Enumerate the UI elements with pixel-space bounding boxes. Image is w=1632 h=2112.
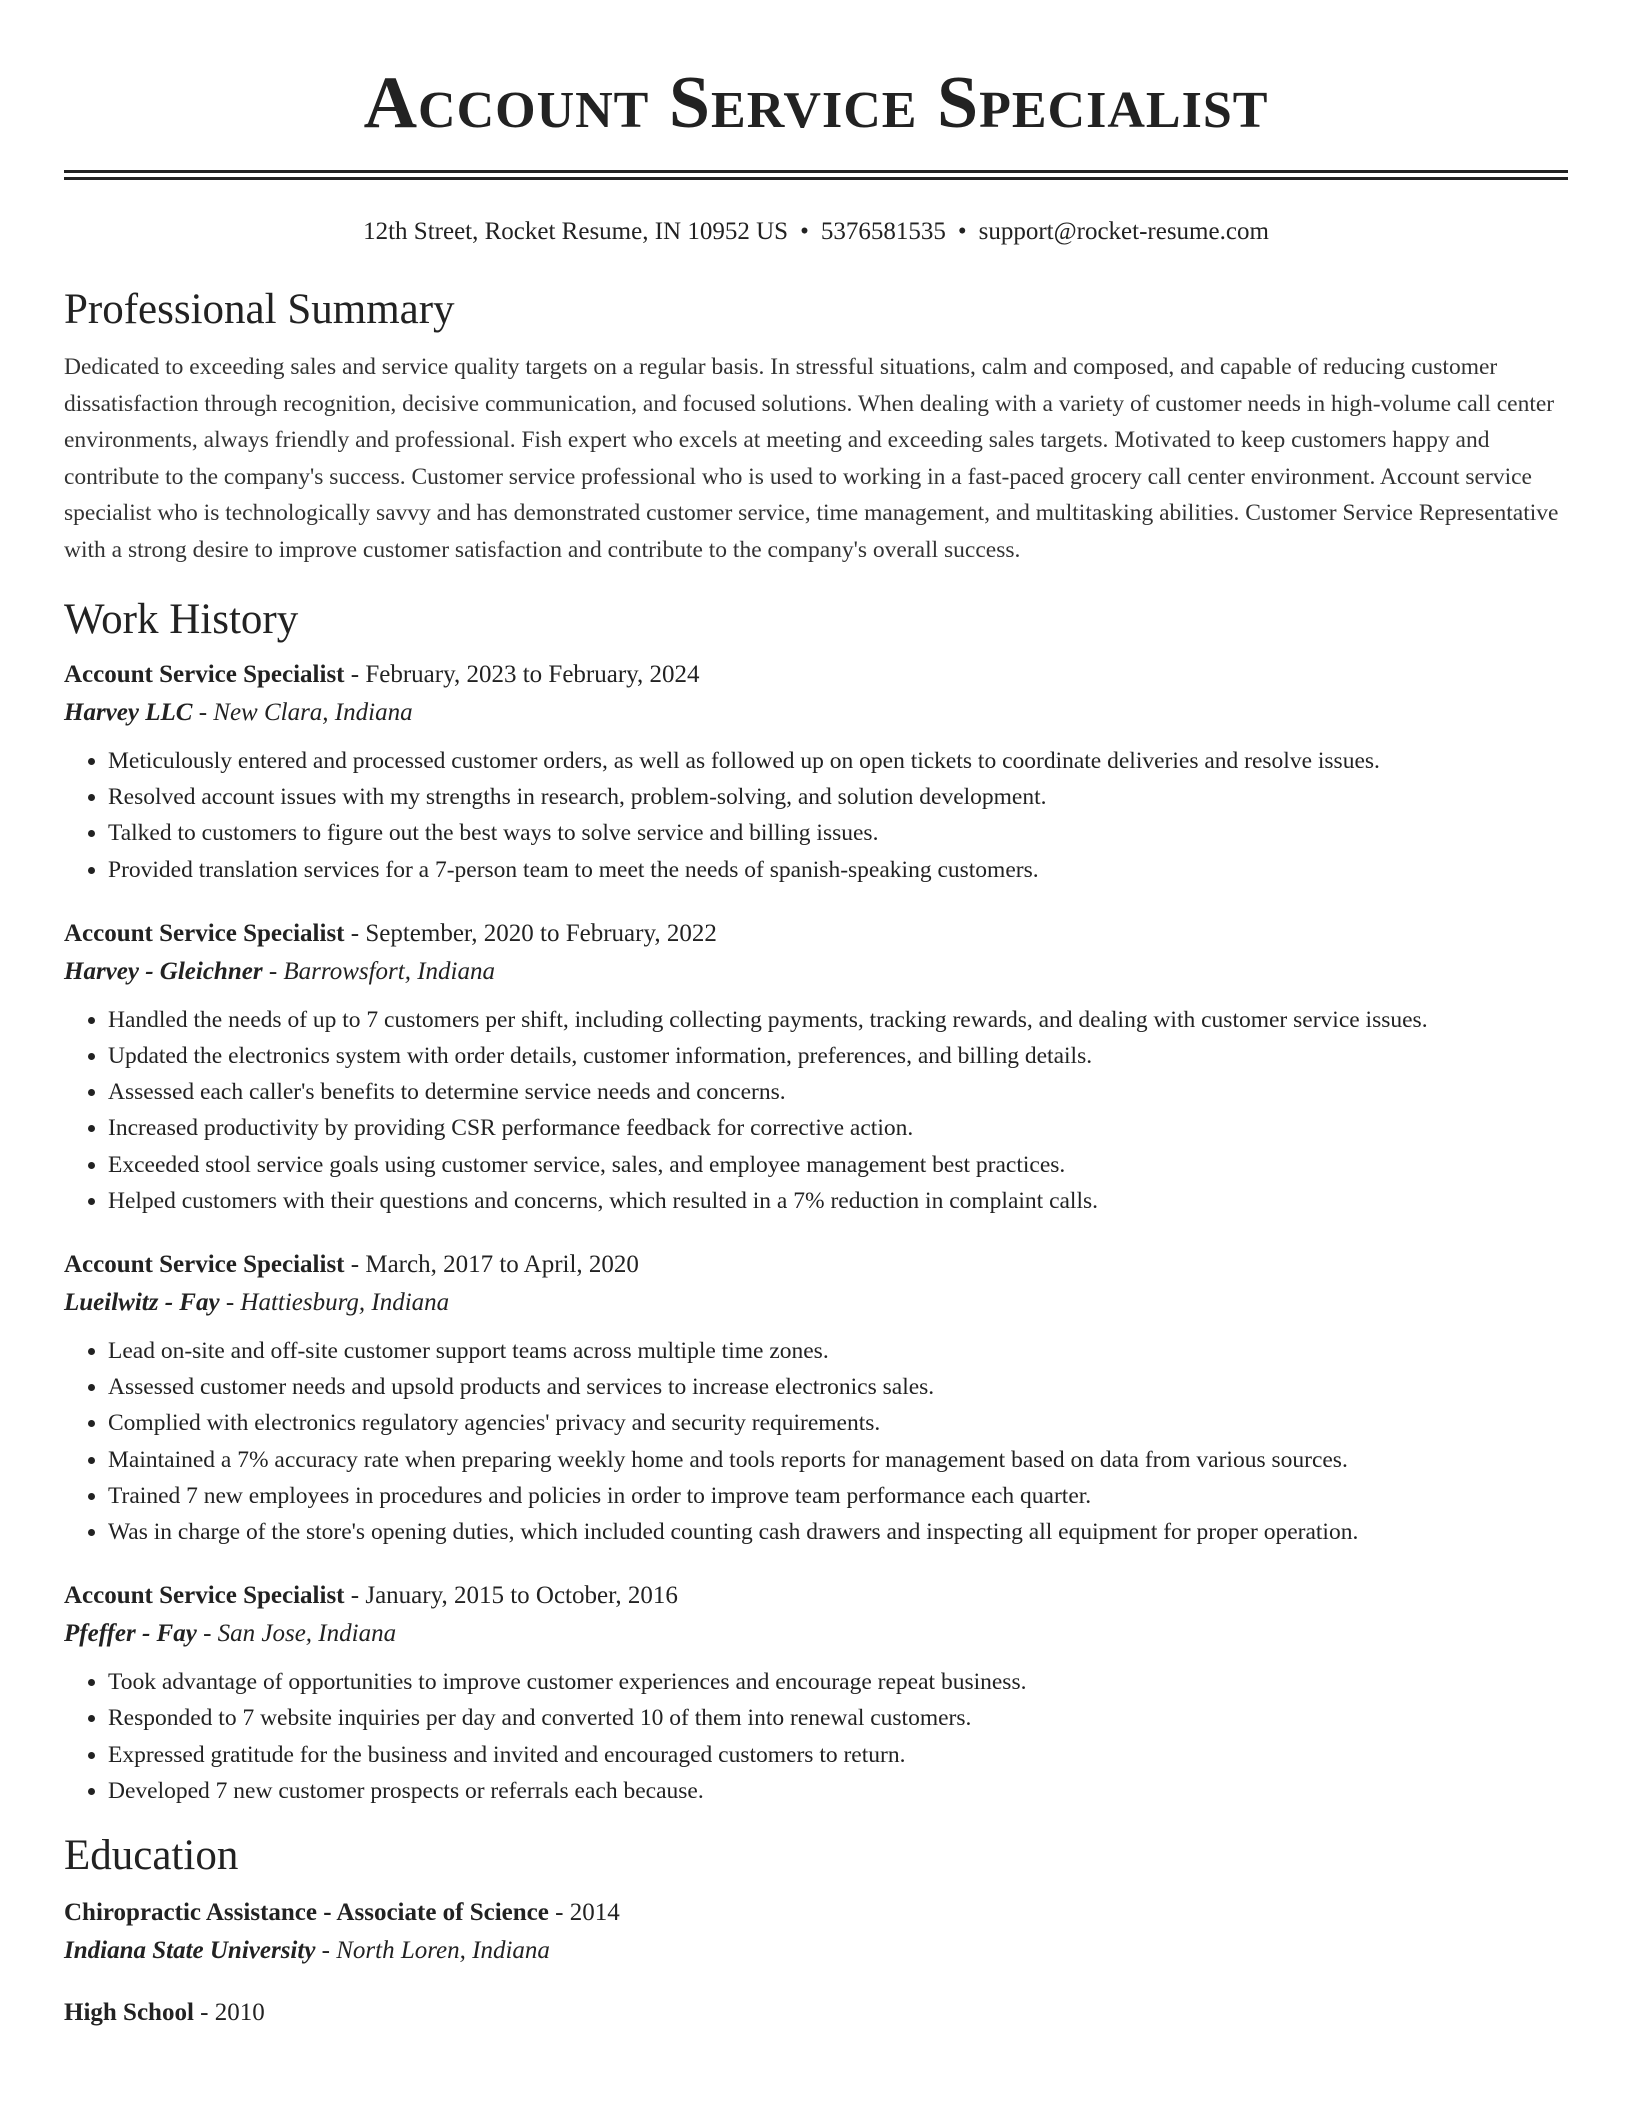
job-company: Harvey LLC — [64, 699, 193, 726]
job-bullet: • Helped customers with their questions and concerns, which resulted in a 7% reduction in complaint calls. — [108, 1183, 1568, 1219]
contact-phone: 5376581535 — [820, 218, 946, 245]
job-header — [64, 918, 1568, 950]
job-bullet: • Expressed gratitude for the business and invited and encouraged customers to return. — [108, 1737, 1568, 1773]
job-bullet: • Resolved account issues with my strengths in research, problem-solving, and solution development. — [108, 779, 1568, 815]
resume-title: Account Service Specialist — [363, 62, 1269, 144]
contact-email: support@rocket-resume.com — [978, 218, 1269, 245]
contact-separator: • — [957, 218, 967, 245]
job-dates: - March, 2017 to April, 2020 — [344, 1251, 639, 1279]
job-header — [64, 659, 1568, 691]
job-dates: - September, 2020 to February, 2022 — [344, 919, 717, 947]
job-bullet: • Was in charge of the store's opening duties, which included counting cash drawers and inspecting all equipment for proper operation. — [108, 1514, 1568, 1550]
job-entry — [64, 1249, 1568, 1550]
education-heading: Education — [64, 1832, 239, 1880]
job-bullet: • Complied with electronics regulatory agencies' privacy and security requirements. — [108, 1405, 1568, 1441]
education-year: - 2014 — [548, 1899, 620, 1927]
job-title: Account Service Specialist — [64, 1582, 345, 1610]
job-company: Pfeffer - Fay — [64, 1620, 197, 1648]
job-bullet: • Lead on-site and off-site customer support teams across multiple time zones. — [108, 1333, 1568, 1369]
job-header — [64, 1580, 1568, 1612]
education-entry — [64, 1997, 1568, 2029]
job-header — [64, 1249, 1568, 1281]
job-bullet: • Maintained a 7% accuracy rate when preparing weekly home and tools reports for management based on data from various sources. — [108, 1442, 1568, 1478]
job-bullet: • Talked to customers to figure out the best ways to solve service and billing issues. — [108, 815, 1568, 851]
education-degree: High School — [64, 1999, 194, 2027]
contact-address: 12th Street, Rocket Resume, IN 10952 US — [363, 218, 789, 245]
education-degree: Chiropractic Assistance - Associate of Science — [64, 1899, 549, 1927]
contact-separator: • — [800, 218, 809, 245]
job-location: - San Jose, Indiana — [196, 1620, 397, 1648]
job-bullet: • Handled the needs of up to 7 customers per shift, including collecting payments, tracking rewards, and dealing with customer service issues. — [108, 1002, 1568, 1038]
job-bullet-list — [64, 743, 1568, 888]
job-bullet-list — [64, 1002, 1568, 1219]
job-employer — [64, 1287, 1568, 1319]
job-entry — [64, 1580, 1568, 1809]
job-entry — [64, 659, 1568, 888]
education-school-line — [64, 1935, 1568, 1967]
summary-text: Dedicated to exceeding sales and service quality targets on a regular basis. In stressful situations, calm and composed, and capable of reducing customer dissatisfaction through recognition, decisive communication, and focused solutions. When dealing with a variety of customer needs in high-volume call center environments, always friendly and professional. Fish expert who excels at meeting and exceeding sales targets. Motivated to keep customers happy and contribute to the company's success. Customer service professional who is used to working in a fast-paced grocery call center environment. Account service specialist who is technologically savvy and has demonstrated customer service, time management, and multitasking abilities. Customer Service Representative with a strong desire to improve customer satisfaction and contribute to the company's overall success. — [64, 354, 1559, 563]
job-title: Account Service Specialist — [64, 1251, 345, 1279]
job-bullet: • Took advantage of opportunities to improve customer experiences and encourage repeat business. — [108, 1664, 1568, 1700]
job-dates: - January, 2015 to October, 2016 — [344, 1582, 678, 1610]
job-title: Account Service Specialist — [64, 661, 345, 688]
job-bullet: • Assessed customer needs and upsold products and services to increase electronics sales. — [108, 1369, 1568, 1405]
job-bullet: • Assessed each caller's benefits to determine service needs and concerns. — [108, 1074, 1568, 1110]
job-bullet: • Developed 7 new customer prospects or referrals each because. — [108, 1773, 1568, 1809]
job-location: - Barrowsfort, Indiana — [262, 957, 495, 985]
title-double-rule — [64, 170, 1568, 180]
job-dates: - February, 2023 to February, 2024 — [344, 661, 700, 688]
education-location: - North Loren, Indiana — [315, 1937, 550, 1965]
job-employer — [64, 1618, 1568, 1650]
job-entry — [64, 918, 1568, 1219]
job-company: Harvey - Gleichner — [64, 957, 263, 985]
job-employer — [64, 956, 1568, 988]
education-school: Indiana State University — [64, 1937, 316, 1965]
education-header — [64, 1997, 1568, 2029]
summary-heading: Professional Summary — [64, 286, 455, 333]
job-bullet: • Responded to 7 website inquiries per day and converted 10 of them into renewal customers. — [108, 1700, 1568, 1736]
job-location: - New Clara, Indiana — [192, 699, 413, 726]
education-header — [64, 1897, 1568, 1929]
job-title: Account Service Specialist — [64, 919, 345, 947]
job-bullet: • Provided translation services for a 7-person team to meet the needs of spanish-speaking customers. — [108, 852, 1568, 888]
job-bullet: • Trained 7 new employees in procedures and policies in order to improve team performance each quarter. — [108, 1478, 1568, 1514]
job-location: - Hattiesburg, Indiana — [219, 1289, 450, 1317]
job-bullet: • Meticulously entered and processed customer orders, as well as followed up on open tickets to coordinate deliveries and resolve issues. — [108, 743, 1568, 779]
education-entry — [64, 1897, 1568, 1967]
job-bullet-list — [64, 1333, 1568, 1550]
job-company: Lueilwitz - Fay — [64, 1289, 220, 1317]
job-employer — [64, 697, 1568, 729]
education-year: - 2010 — [193, 1999, 265, 2027]
job-bullet: • Updated the electronics system with order details, customer information, preferences, and billing details. — [108, 1038, 1568, 1074]
job-bullet: • Exceeded stool service goals using customer service, sales, and employee management best practices. — [108, 1147, 1568, 1183]
work-history-heading: Work History — [64, 596, 299, 643]
job-bullet: • Increased productivity by providing CSR performance feedback for corrective action. — [108, 1110, 1568, 1146]
job-bullet-list — [64, 1664, 1568, 1809]
contact-line — [64, 216, 1568, 248]
